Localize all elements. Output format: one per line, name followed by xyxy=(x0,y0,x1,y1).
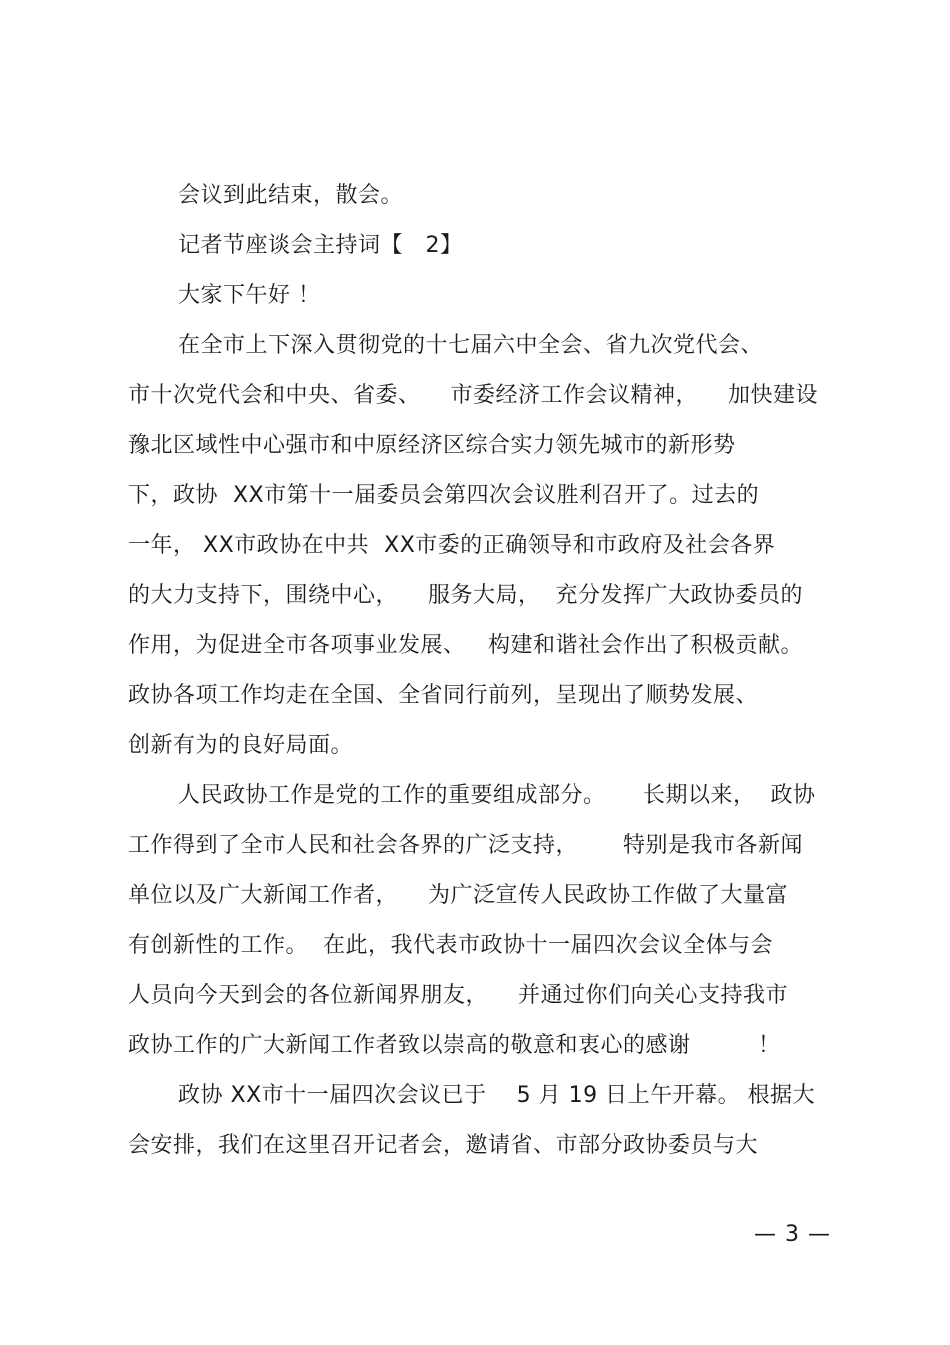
paragraph-line: 创新有为的良好局面。 xyxy=(128,733,354,758)
paragraph-line: 工作得到了全市人民和社会各界的广泛支持， 特别是我市各新闻 xyxy=(128,833,803,858)
paragraph-line: 下，政协 XX市第十一届委员会第四次会议胜利召开了。过去的 xyxy=(128,483,760,508)
paragraph-line: 人民政协工作是党的工作的重要组成部分。 长期以来， 政协 xyxy=(178,783,816,808)
paragraph-line: 政协工作的广大新闻工作者致以崇高的敬意和衷心的感谢 ！ xyxy=(128,1033,781,1058)
paragraph-line: 政协各项工作均走在全国、全省同行前列，呈现出了顺势发展、 xyxy=(128,683,759,708)
paragraph-line: 人员向今天到会的各位新闻界朋友， 并通过你们向关心支持我市 xyxy=(128,983,788,1008)
paragraph-line: 会议到此结束，散会。 xyxy=(178,183,404,208)
paragraph-line: 会安排，我们在这里召开记者会，邀请省、市部分政协委员与大 xyxy=(128,1133,759,1158)
paragraph-line: 一年， XX市政协在中共 XX市委的正确领导和市政府及社会各界 xyxy=(128,533,776,558)
page-number: — 3 — xyxy=(754,1222,831,1247)
paragraph-line: 作用，为促进全市各项事业发展、 构建和谐社会作出了积极贡献。 xyxy=(128,633,803,658)
paragraph-line: 有创新性的工作。 在此，我代表市政协十一届四次会议全体与会 xyxy=(128,933,773,958)
paragraph-line: 的大力支持下，围绕中心， 服务大局， 充分发挥广大政协委员的 xyxy=(128,583,803,608)
section-heading: 记者节座谈会主持词【 2】 xyxy=(178,233,463,258)
paragraph-line: 豫北区域性中心强市和中原经济区综合实力领先城市的新形势 xyxy=(128,433,736,458)
paragraph-line: 单位以及广大新闻工作者， 为广泛宣传人民政协工作做了大量富 xyxy=(128,883,788,908)
paragraph-line: 在全市上下深入贯彻党的十七届六中全会、省九次党代会、 xyxy=(178,333,764,358)
paragraph-line: 大家下午好 ！ xyxy=(178,283,321,308)
paragraph-line: 政协 XX市十一届四次会议已于 5 月 19 日上午开幕。 根据大 xyxy=(178,1083,816,1108)
paragraph-line: 市十次党代会和中央、省委、 市委经济工作会议精神， 加快建设 xyxy=(128,383,818,408)
